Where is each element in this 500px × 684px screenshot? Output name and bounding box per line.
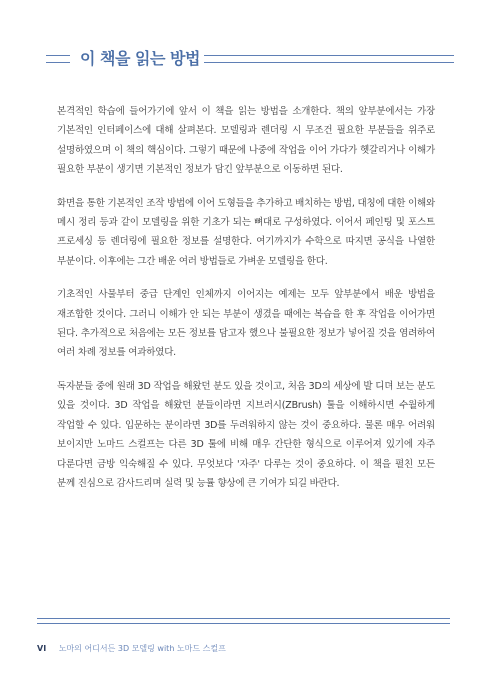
header-double-rule-right <box>204 55 454 63</box>
page-footer <box>37 642 226 656</box>
footer-double-rule <box>37 618 450 624</box>
page-title: 이 책을 읽는 방법 <box>80 49 200 68</box>
body-text <box>57 102 435 507</box>
paragraph-examples: 기초적인 사물부터 중급 단계인 인체까지 이어지는 예제는 모두 앞부분에서 배운 방법을 재조합한 것이다. 그러니 이해가 안 되는 부분이 생겼을 때에는 복습을 한 후 작업을 이어가면 된다. 추가적으로 처음에는 모든 정보를 담고자 했으나 불필요한 정보가 넣어질 것을 염려하여 여러 차례 정보를 여과하였다. <box>57 289 435 359</box>
page-number: VI <box>37 644 47 653</box>
paragraph-intro: 본격적인 학습에 들어가기에 앞서 이 책을 읽는 방법을 소개한다. 책의 앞부분에서는 가장 기본적인 인터페이스에 대해 살펴본다. 모델링과 렌더링 시 무조건 필요한 부분들을 위주로 설명하였으며 이 책의 핵심이다. 그렇기 때문에 나중에 작업을 이어 가다가 헷갈리거나 이해가 필요한 부분이 생기면 기본적인 정보가 담긴 앞부분으로 이동하면 된다. <box>57 106 435 176</box>
page-header <box>46 44 454 74</box>
header-double-rule-left <box>46 55 70 63</box>
book-title: 노마의 어디서든 3D 모델링 with 노마드 스컬프 <box>58 644 226 653</box>
paragraph-basics: 화면을 통한 기본적인 조작 방법에 이어 도형들을 추가하고 배치하는 방법, 대칭에 대한 이해와 메시 정리 등과 같이 모델링을 위한 기초가 되는 뼈대로 구성하였다. 이어서 페인팅 및 포스트 프로세싱 등 렌더링에 필요한 정보를 설명한다. 여기까지가 수학으로 따지면 공식을 나열한 부분이다. 이후에는 그간 배운 여러 방법들로 가벼운 모델링을 한다. <box>57 197 435 267</box>
paragraph-readers: 독자분들 중에 원래 3D 작업을 해왔던 분도 있을 것이고, 처음 3D의 세상에 발 디뎌 보는 분도 있을 것이다. 3D 작업을 해왔던 분들이라면 지브러시(ZBrush) 툴을 이해하시면 수월하게 작업할 수 있다. 입문하는 분이라면 3D를 두려워하지 않는 것이 중요하다. 물론 매우 어려워 보이지만 노마드 스컬프는 다른 3D 툴에 비해 매우 간단한 형식으로 이루어져 있기에 자주 다룬다면 금방 익숙해질 수 있다. 무엇보다 '자주' 다루는 것이 중요하다. 이 책을 펼친 모든 분께 진심으로 감사드리며 실력 및 능률 향상에 큰 기여가 되길 바란다. <box>57 380 435 489</box>
